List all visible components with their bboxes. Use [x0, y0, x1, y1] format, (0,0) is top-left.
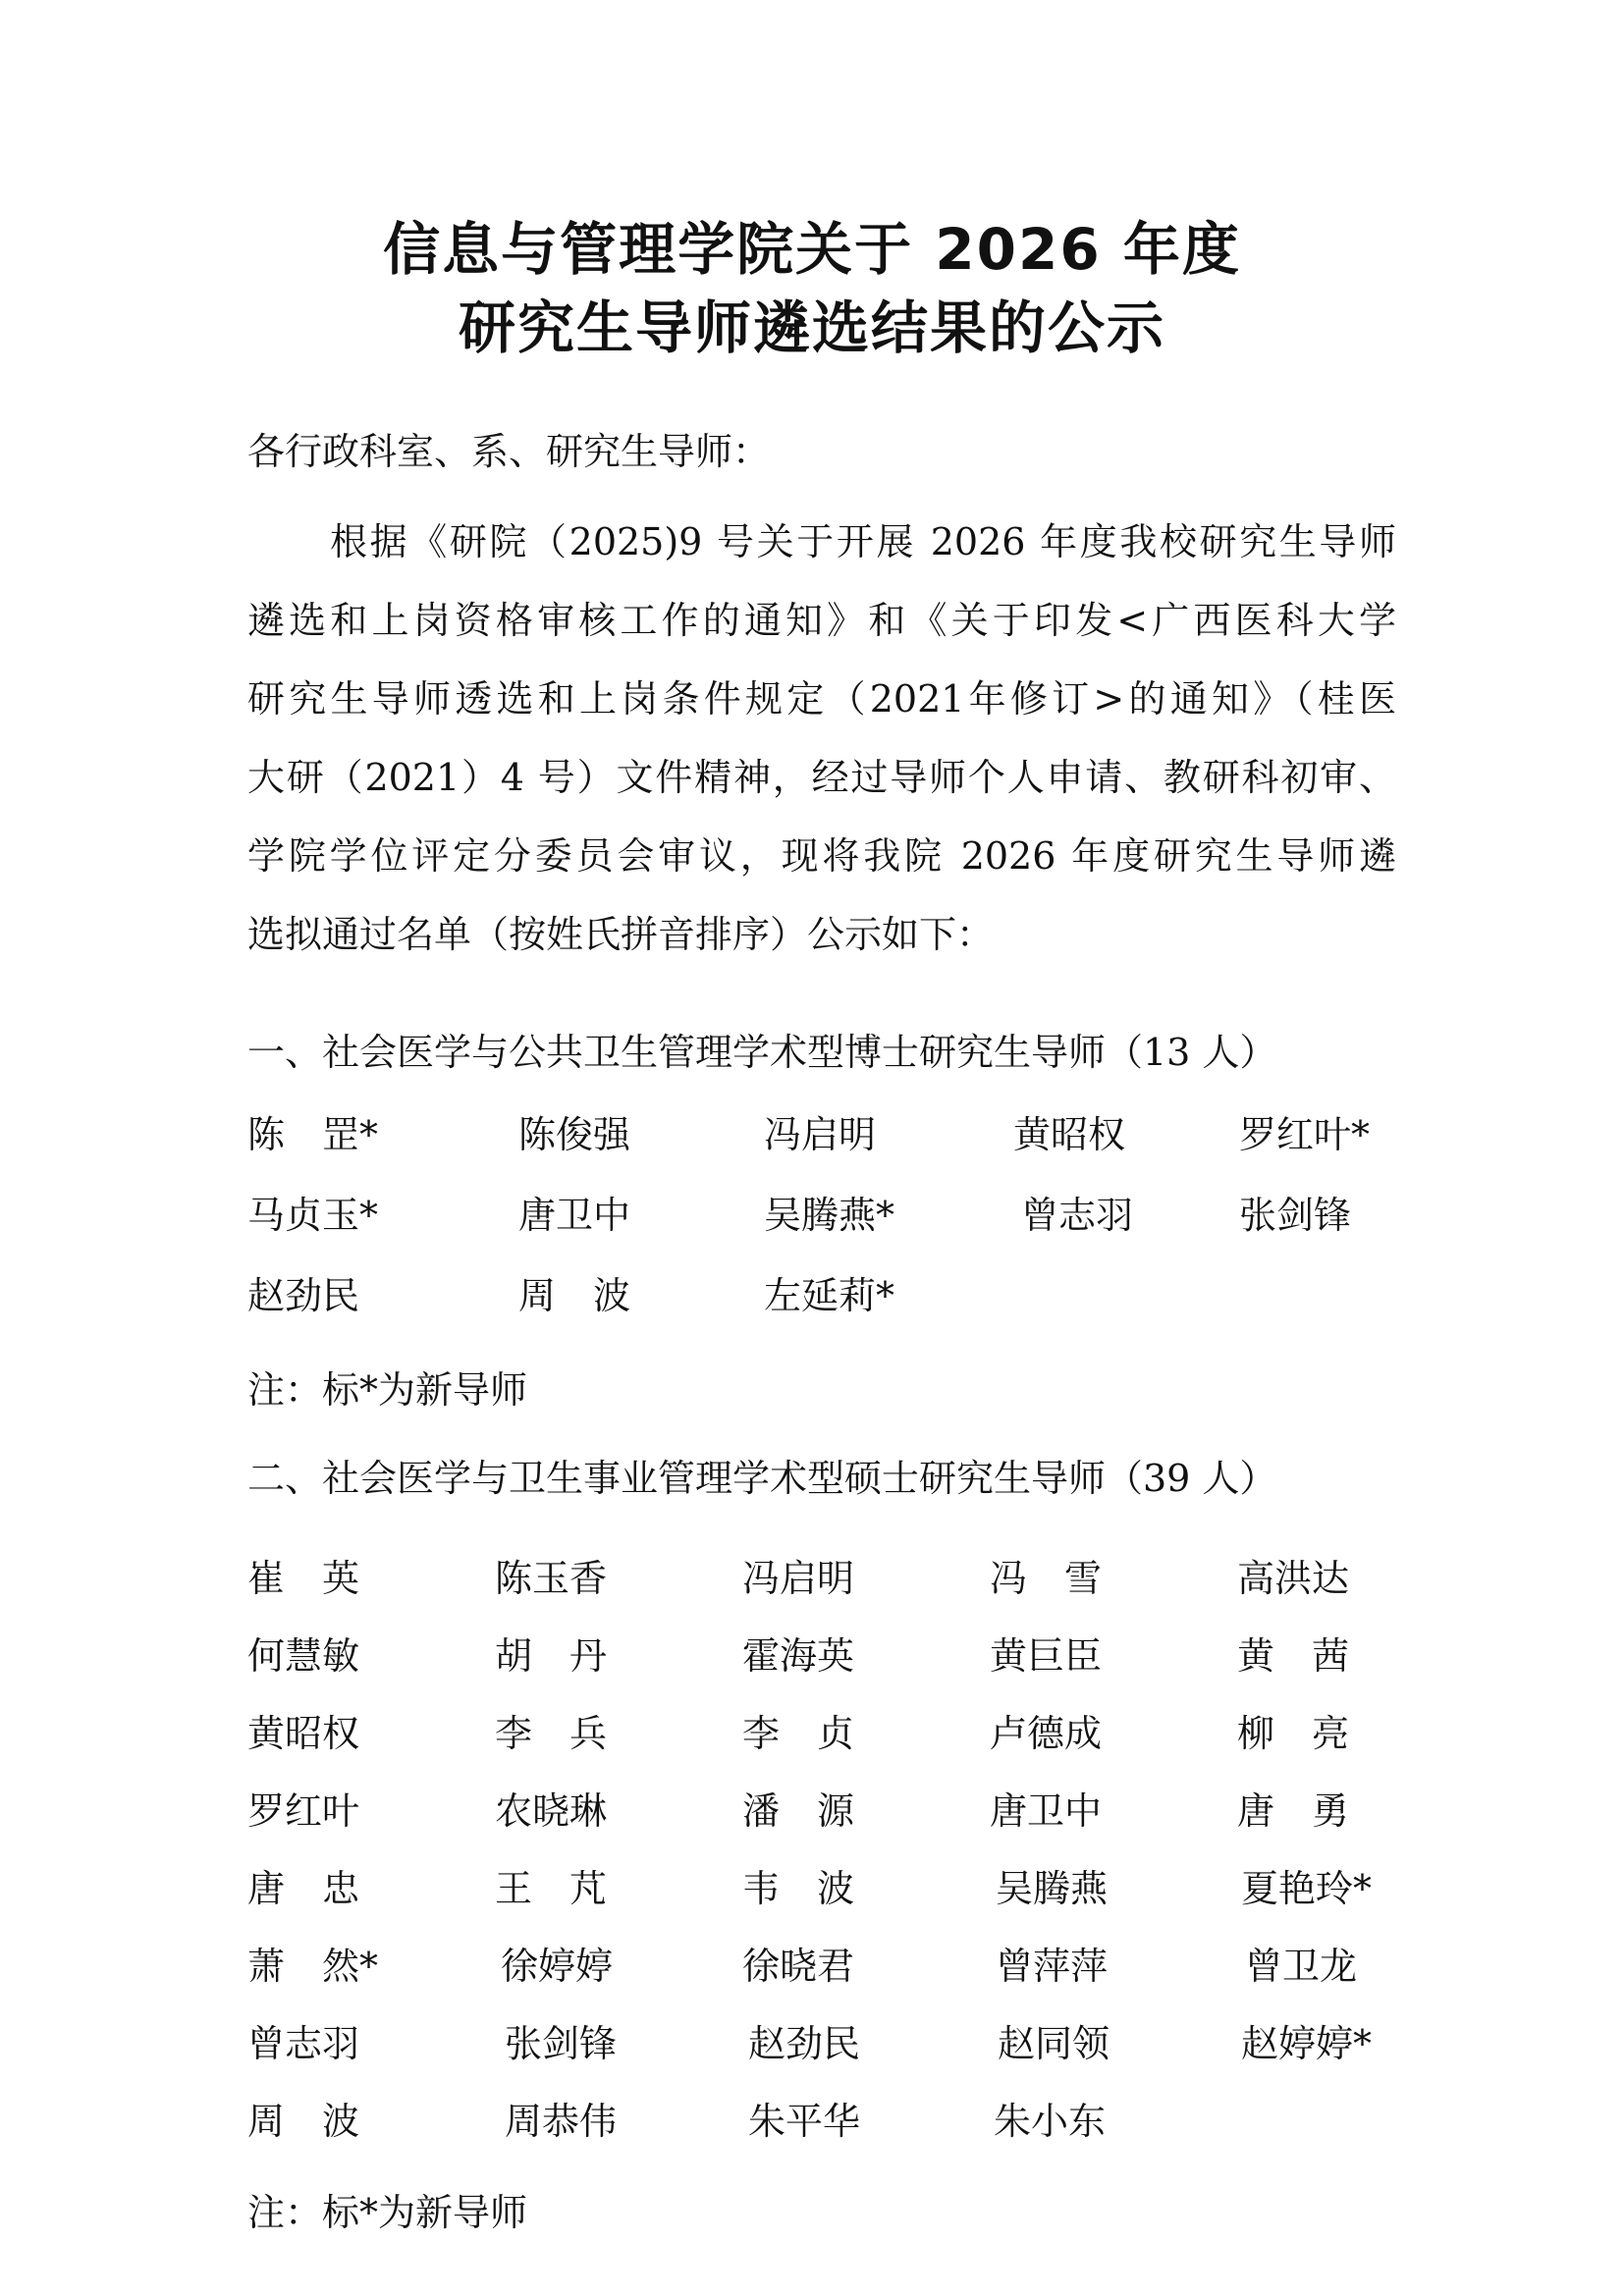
supervisor-name: 韦 波: [742, 1867, 855, 1910]
supervisor-name: 赵婷婷*: [1241, 2022, 1373, 2065]
supervisor-name: 冯启明: [764, 1113, 877, 1156]
document-title-line-2: 研究生导师遴选结果的公示: [458, 294, 1165, 361]
supervisor-name: 潘 源: [742, 1789, 855, 1833]
salutation: 各行政科室、系、研究生导师：: [247, 430, 771, 473]
supervisor-name: 曾萍萍: [996, 1945, 1109, 1988]
supervisor-name: 黄昭权: [247, 1712, 360, 1755]
supervisor-name: 萧 然*: [247, 1945, 379, 1988]
body-line-4: 大研（2021）4 号）文件精神，经过导师个人申请、教研科初审、: [247, 756, 1396, 799]
doctoral-supervisor-list: [247, 1107, 1435, 1323]
supervisor-name: 周恭伟: [505, 2100, 618, 2143]
supervisor-name: 李 贞: [742, 1712, 855, 1755]
new-supervisor-note: 注：标*为新导师: [247, 2191, 528, 2234]
body-line-3: 研究生导师透选和上岗条件规定（2021年修订>的通知》（桂医: [247, 677, 1396, 721]
supervisor-name: 罗红叶: [247, 1789, 360, 1833]
supervisor-name: 朱小东: [994, 2100, 1107, 2143]
body-line-5: 学院学位评定分委员会审议，现将我院 2026 年度研究生导师遴: [247, 834, 1396, 878]
supervisor-name: 唐 忠: [247, 1867, 360, 1910]
name-row: [247, 1861, 1435, 1939]
name-row: [247, 1784, 1435, 1861]
supervisor-name: 左延莉*: [764, 1274, 895, 1317]
body-line-1: 根据《研院（2025)9 号关于开展 2026 年度我校研究生导师: [330, 520, 1396, 563]
new-supervisor-note: 注：标*为新导师: [247, 1368, 528, 1412]
supervisor-name: 陈俊强: [518, 1113, 631, 1156]
supervisor-name: 黄巨臣: [990, 1634, 1103, 1678]
supervisor-name: 柳 亮: [1237, 1712, 1350, 1755]
supervisor-name: 农晓琳: [495, 1789, 608, 1833]
name-row: [247, 1107, 1435, 1188]
supervisor-name: 张剑锋: [505, 2022, 618, 2065]
supervisor-name: 胡 丹: [495, 1634, 608, 1678]
supervisor-name: 曾志羽: [1021, 1194, 1134, 1237]
name-row: [247, 1188, 1435, 1268]
supervisor-name: 马贞玉*: [247, 1194, 379, 1237]
supervisor-name: 何慧敏: [247, 1634, 360, 1678]
supervisor-name: 朱平华: [748, 2100, 861, 2143]
supervisor-name: 陈玉香: [495, 1557, 608, 1600]
supervisor-name: 张剑锋: [1239, 1194, 1352, 1237]
supervisor-name: 李 兵: [495, 1712, 608, 1755]
body-line-6: 选拟通过名单（按姓氏拼音排序）公示如下：: [247, 913, 995, 956]
supervisor-name: 唐卫中: [518, 1194, 631, 1237]
name-row: [247, 1629, 1435, 1706]
supervisor-name: 王 芃: [495, 1867, 608, 1910]
supervisor-name: 霍海英: [742, 1634, 855, 1678]
document-title-line-1: 信息与管理学院关于 2026 年度: [383, 216, 1241, 283]
supervisor-name: 卢德成: [990, 1712, 1103, 1755]
supervisor-name: 吴腾燕*: [764, 1194, 895, 1237]
name-row: [247, 1706, 1435, 1784]
supervisor-name: 唐卫中: [990, 1789, 1103, 1833]
supervisor-name: 赵劲民: [247, 1274, 360, 1317]
supervisor-name: 冯启明: [742, 1557, 855, 1600]
supervisor-name: 陈 罡*: [247, 1113, 379, 1156]
body-line-2: 遴选和上岗资格审核工作的通知》和《关于印发<广西医科大学: [247, 599, 1396, 642]
supervisor-name: 曾卫龙: [1245, 1945, 1358, 1988]
supervisor-name: 高洪达: [1237, 1557, 1350, 1600]
section-heading-doctoral: 一、社会医学与公共卫生管理学术型博士研究生导师（13 人）: [247, 1031, 1277, 1074]
name-row: [247, 1268, 1435, 1323]
supervisor-name: 罗红叶*: [1239, 1113, 1371, 1156]
supervisor-name: 赵劲民: [748, 2022, 861, 2065]
supervisor-name: 徐晓君: [742, 1945, 855, 1988]
supervisor-name: 黄昭权: [1013, 1113, 1126, 1156]
supervisor-name: 夏艳玲*: [1241, 1867, 1373, 1910]
supervisor-name: 黄 茜: [1237, 1634, 1350, 1678]
supervisor-name: 唐 勇: [1237, 1789, 1350, 1833]
name-row: [247, 1939, 1435, 2016]
supervisor-name: 徐婷婷: [501, 1945, 614, 1988]
name-row: [247, 1551, 1435, 1629]
section-heading-masters: 二、社会医学与卫生事业管理学术型硕士研究生导师（39 人）: [247, 1457, 1277, 1500]
supervisor-name: 赵同领: [998, 2022, 1110, 2065]
masters-supervisor-list: [247, 1551, 1435, 2149]
supervisor-name: 曾志羽: [247, 2022, 360, 2065]
supervisor-name: 周 波: [518, 1274, 631, 1317]
supervisor-name: 冯 雪: [990, 1557, 1103, 1600]
name-row: [247, 2016, 1435, 2094]
supervisor-name: 崔 英: [247, 1557, 360, 1600]
supervisor-name: 周 波: [247, 2100, 360, 2143]
supervisor-name: 吴腾燕: [996, 1867, 1109, 1910]
name-row: [247, 2094, 1435, 2149]
